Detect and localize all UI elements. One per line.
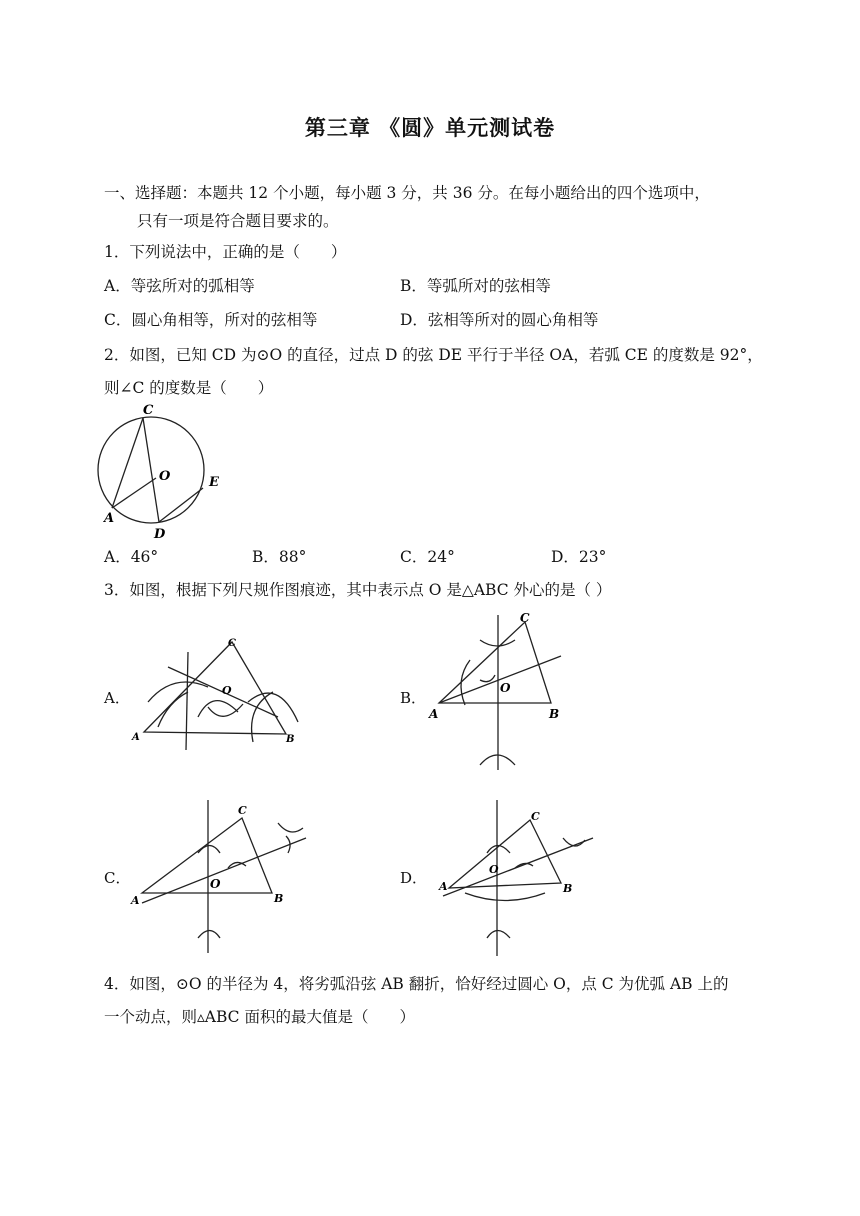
label-o: O xyxy=(489,863,499,876)
question-3-option-d: D． xyxy=(400,869,428,887)
arc-6 xyxy=(252,692,273,742)
arc-5 xyxy=(158,692,188,727)
label-a: A xyxy=(104,511,115,526)
radius-oa xyxy=(112,478,156,508)
label-o: O xyxy=(210,877,221,891)
question-3-figure-a xyxy=(128,632,303,750)
label-a: A xyxy=(439,880,448,893)
angle-bisector xyxy=(439,656,561,703)
arc-1 xyxy=(198,846,220,854)
question-1-stem: 1．下列说法中，正确的是（ ） xyxy=(104,243,347,261)
arc-3 xyxy=(278,823,303,832)
arc-angle xyxy=(461,660,470,705)
question-1-option-d: D．弦相等所对的圆心角相等 xyxy=(400,311,599,329)
chord-ca xyxy=(112,418,143,508)
chord-de xyxy=(159,488,203,522)
label-e: E xyxy=(209,475,219,490)
label-o: O xyxy=(159,469,171,484)
question-2-option-b: B．88° xyxy=(252,548,307,566)
question-2-line1: 2．如图，已知 CD 为⊙O 的直径，过点 D 的弦 DE 平行于半径 OA，若弧 CE 的度数是 92°， xyxy=(104,346,763,364)
question-3-stem: 3．如图，根据下列尺规作图痕迹，其中表示点 O 是△ABC 外心的是（ ） xyxy=(104,581,612,599)
question-4-line1: 4．如图，⊙O 的半径为 4，将劣弧沿弦 AB 翻折，恰好经过圆心 O，点 C 为优弧 AB 上的 xyxy=(104,975,729,993)
arc-4 xyxy=(208,704,243,716)
label-o: O xyxy=(500,681,511,695)
label-b: B xyxy=(286,734,295,745)
section-instructions-line1: 一、选择题：本题共 12 个小题，每小题 3 分，共 36 分。在每小题给出的四个选项中， xyxy=(104,184,710,202)
arc-mark xyxy=(480,675,495,682)
triangle-abc xyxy=(449,820,561,888)
label-a: A xyxy=(132,732,140,743)
label-c: C xyxy=(238,804,247,817)
question-3-figure-d xyxy=(435,798,600,958)
question-1-option-a: A．等弦所对的弧相等 xyxy=(104,277,255,295)
label-c: C xyxy=(520,611,530,625)
arc-2 xyxy=(198,931,220,939)
question-3-option-a: A． xyxy=(104,689,130,707)
question-2-line2: 则∠C 的度数是（ ） xyxy=(104,379,274,397)
question-2-option-a: A．46° xyxy=(104,548,159,566)
label-c: C xyxy=(228,638,236,649)
section-instructions-line2: 只有一项是符合题目要求的。 xyxy=(137,212,339,230)
question-4-line2: 一个动点，则▵ABC 面积的最大值是（ ） xyxy=(104,1008,415,1026)
question-3-figure-c xyxy=(128,798,313,956)
label-c: C xyxy=(531,810,540,823)
label-b: B xyxy=(274,892,284,905)
triangle-abc xyxy=(142,818,272,893)
question-1-option-b: B．等弧所对的弦相等 xyxy=(400,277,551,295)
question-3-option-c: C． xyxy=(104,869,131,887)
label-b: B xyxy=(563,882,573,895)
arc-1 xyxy=(465,893,545,901)
arc-3 xyxy=(248,693,298,722)
question-2-circle-figure xyxy=(96,400,236,545)
construction-line-2 xyxy=(186,652,188,750)
label-c: C xyxy=(143,403,154,418)
page-title: 第三章 《圆》单元测试卷 xyxy=(304,115,556,140)
arc-2 xyxy=(198,701,238,717)
question-3-figure-b xyxy=(425,610,570,775)
label-d: D xyxy=(154,527,166,542)
label-a: A xyxy=(429,707,439,721)
question-2-option-c: C．24° xyxy=(400,548,455,566)
question-2-option-d: D．23° xyxy=(551,548,607,566)
question-1-option-c: C．圆心角相等，所对的弦相等 xyxy=(104,311,318,329)
label-o: O xyxy=(222,684,232,697)
question-3-option-b: B． xyxy=(400,689,427,707)
label-a: A xyxy=(131,894,140,907)
arc-3 xyxy=(487,931,510,939)
label-b: B xyxy=(549,707,560,721)
triangle-abc xyxy=(439,622,551,703)
diameter-cd xyxy=(143,418,159,522)
